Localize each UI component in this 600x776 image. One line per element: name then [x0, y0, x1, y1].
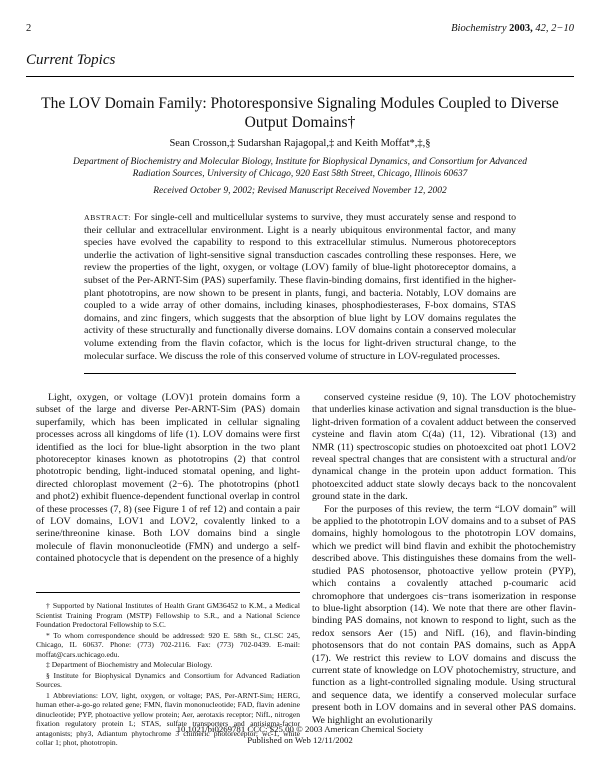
abstract: [84, 212, 516, 363]
affiliation: Department of Biochemistry and Molecular Biology, Institute for Biophysical Dynamics, and Consortium for Advanced Radiation Sources, University of Chicago, 920 East 58th Street, Chicago, Illinois 60637: [73, 157, 527, 179]
body-column-right: [312, 392, 576, 727]
section-label: Current Topics: [26, 52, 116, 68]
journal-name: Biochemistry: [451, 23, 507, 34]
received-dates: Received October 9, 2002; Revised Manuscript Received November 12, 2002: [153, 186, 447, 196]
publication-date: Published on Web 12/11/2002: [247, 735, 353, 745]
page-footer: [0, 724, 600, 746]
author-list: Sean Crosson,‡ Sudarshan Rajagopal,‡ and Keith Moffat*,‡,§: [169, 138, 431, 149]
abstract-rule: [84, 373, 516, 374]
abstract-label: ABSTRACT:: [84, 213, 132, 222]
doi-line: 10.1021/bi0269781 CCC: $25.00 © 2003 American Chemical Society: [176, 724, 424, 734]
footnote-rule: [36, 592, 300, 593]
footnote: ‡ Department of Biochemistry and Molecular Biology.: [46, 660, 213, 669]
journal-year: 2003,: [509, 23, 533, 34]
footnote: § Institute for Biophysical Dynamics and Consortium for Advanced Radiation Sources.: [36, 670, 300, 689]
abstract-text: For single-cell and multicellular systems to survive, they must accurately sense and respond to their cellular and extracellular environment. Light is a nearly ubiquitous environmental factor, and many species have evolved the capability to respond to this extracellular stimulus. Numerous photoreceptors underlie the activation of light-sensitive signal transduction cascades controlling these responses. Here, we review the properties of the light, oxygen, or voltage (LOV) family of blue-light photoreceptor domains, a subset of the Per-ARNT-Sim (PAS) superfamily. These flavin-binding domains, first identified in the higher-plant phototropins, are now shown to be present in plants, fungi, and bacteria. Notably, LOV domains are coupled to a wide array of other domains, including kinases, phosphodiesterases, F-box domains, STAS domains, and zinc fingers, which suggests that the absorption of blue light by LOV domains regulates the activity of these structurally and functionally diverse domains. LOV domains contain a conserved molecular volume extending from the flavin cofactor, which is the locus for light-driven structural change, to the molecular surface. We discuss the role of this conserved volume of structure in LOV-regulated processes.: [84, 212, 517, 362]
article-title: The LOV Domain Family: Photoresponsive Signaling Modules Coupled to Diverse Output Domains†: [41, 95, 559, 131]
section-rule: [26, 76, 574, 77]
journal-volume: 42,: [535, 23, 549, 34]
journal-pages: 2−10: [551, 23, 574, 34]
body-paragraph: Light, oxygen, or voltage (LOV)1 protein domains form a subset of the large and diverse Per-ARNT-Sim (PAS) domain superfamily, which has been implicated in cellular signaling processes across all kingdoms of life (1). LOV domains were first identified as the loci for blue-light absorption in the two plant photoreceptor kinases known as phototropins (2) that control phototropic bending, light-induced stomatal opening, and light-directed chloroplast movement (2−6). The phototropins (phot1 and phot2) exhibit fluence-dependent functional overlap in control of these processes (7, 8) (see Figure 1 of ref 12) and contain a pair of LOV domains, LOV1 and LOV2, covalently linked to a serine/threonine kinase. Both LOV domains bind a single molecule of flavin mononucleotide (FMN) and undergo a self-contained photocycle that is dependent on the presence of a highly: [36, 392, 300, 565]
journal-citation: [451, 23, 574, 34]
footnote: 1 Abbreviations: LOV, light, oxygen, or voltage; PAS, Per-ARNT-Sim; HERG, human ether-a-go-go related gene; FMN, flavin mononucleotide; FAD, flavin adenine dinucleotide; PYP, photoactive yellow protein; Aer, aerotaxis receptor; NifL, nitrogen fixation regulatory protein L; STAS, sulfate transporters and antisigma-factor antagonists; phy3, Adiantum phytochrome 3 chimeric photoreceptor; wc-1, white collar 1; phot, phototropin.: [36, 690, 300, 747]
body-column-left: [36, 392, 300, 566]
page-number: 2: [26, 23, 32, 34]
footnote: † Supported by National Institutes of Health Grant GM36452 to K.M., a Medical Scientist Training Program (MSTP) Fellowship to S.R., and a National Science Foundation Predoctoral Fellowship to S.C.: [36, 601, 300, 629]
body-paragraph: For the purposes of this review, the term “LOV domain” will be applied to the phototropin LOV domains and to a subset of PAS domains, highly homologous to the phototropin LOV domains, which we predict will bind flavin and exhibit the photochemistry described above. This distinguishes these domains from the well-studied PAS photosensor, photoactive yellow protein (PYP), which contains a covalently attached p-coumaric acid chromophore that undergoes cis−trans isomerization in response to blue-light absorption (14). We note that there are other flavin-binding PAS domains, not known to respond to light, such as the redox sensors Aer (15) and NifL (16), and flavin-binding photosensors that do not contain PAS domains, such as AppA (17). We restrict this review to LOV domains and discuss the current state of knowledge on LOV photochemistry, structure, and function as a light-controlled signaling module. Using structural and sequence data, we identify a conserved molecular surface present both in LOV domains and in several other PAS domains. We highlight an evolutionarily: [312, 503, 576, 726]
footnote: * To whom correspondence should be addressed: 920 E. 58th St., CLSC 245, Chicago, IL 60637. Phone: (773) 702-2116. Fax: (773) 702-0439. E-mail: moffat@cars.uchicago.edu.: [36, 630, 300, 659]
body-paragraph: conserved cysteine residue (9, 10). The LOV photochemistry that underlies kinase activation and signal transduction is the blue-light-driven formation of a covalent adduct between the conserved cysteine and flavin atom C(4a) (11, 12). Vibrational (13) and NMR (11) spectroscopic studies on photoexcited oat phot1 LOV2 reveal spectral changes that are consistent with a structural and/or dynamical change in the protein upon adduct formation. This photoexcited adduct state slowly decays back to the noncovalent ground state in the dark.: [312, 392, 576, 503]
